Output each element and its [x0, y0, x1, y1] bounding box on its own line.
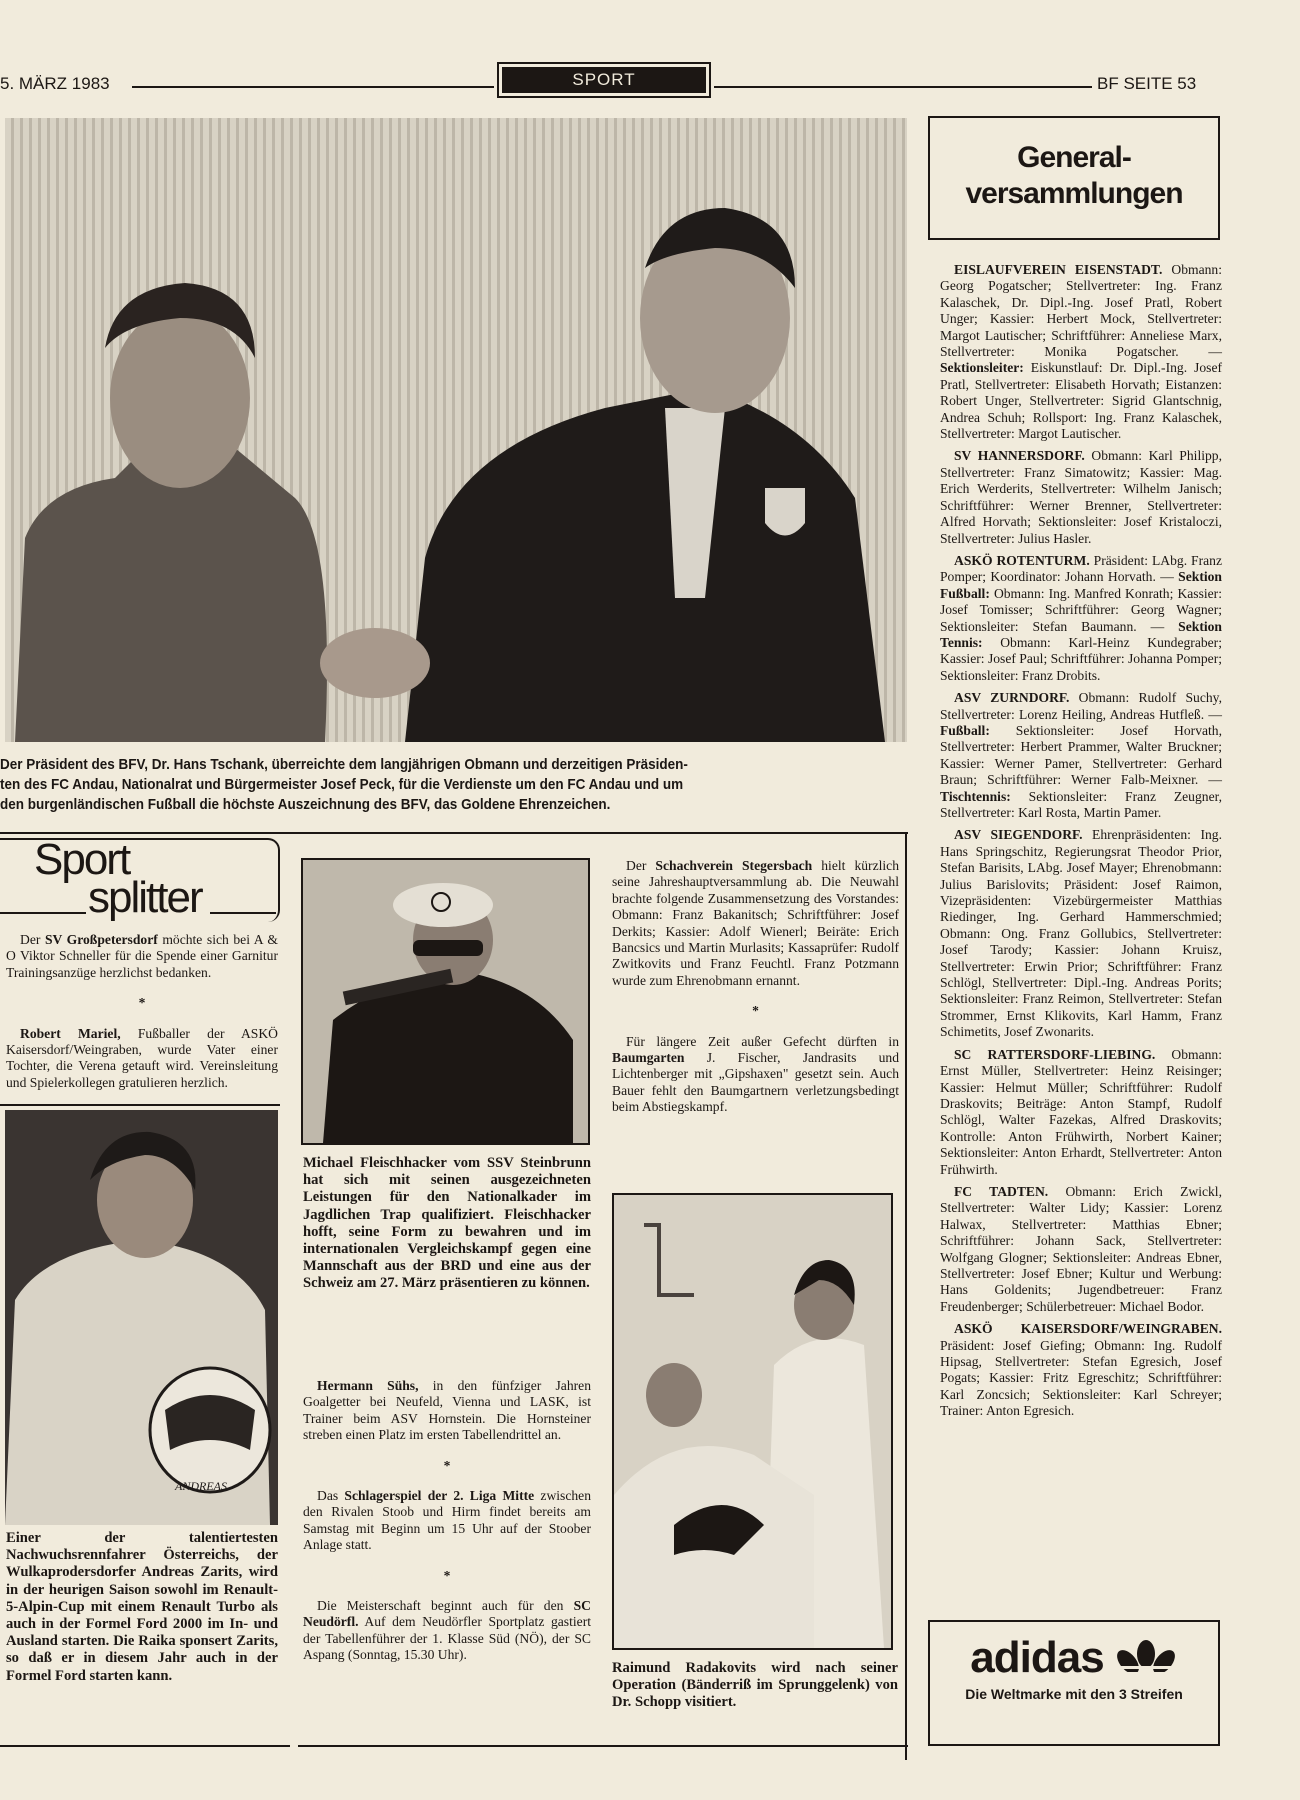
text: *	[443, 1457, 451, 1473]
section-label-box	[497, 62, 711, 98]
photo-hospital-visit	[612, 1193, 893, 1650]
paragraph	[612, 1003, 899, 1019]
column-divider	[905, 832, 907, 1760]
text: *	[752, 1003, 759, 1019]
text: Obmann: Karl-Heinz Kundegraber; Kassier: Josef Paul; Schriftführer: Johanna Pomper; Sektionsleiter: Franz Drobits.	[940, 634, 1223, 683]
adidas-logo-text: adidas	[970, 1633, 1104, 1682]
paragraph	[303, 1568, 591, 1584]
paragraph	[940, 553, 1222, 684]
bold-text: EISLAUFVEREIN EISENSTADT.	[954, 262, 1163, 277]
bold-text: SC Neudörfl.	[303, 1598, 591, 1630]
text: *	[443, 1567, 451, 1583]
splitter-rule	[0, 1104, 280, 1106]
bold-text: ASKÖ KAISERSDORF/WEINGRABEN.	[954, 1321, 1222, 1337]
bold-text: ASV ZURNDORF.	[954, 690, 1070, 706]
text: in den fünfziger Jahren Goalgetter bei Neufeld, Vienna und LASK, ist Trainer beim ASV Hornstein. Die Hornsteiner streben einen Platz im ersten Tabellendrittel an.	[303, 1378, 591, 1443]
fleischhacker-caption: Michael Fleischhacker vom SSV Steinbrunn hat sich mit seinen ausgezeichneten Leistungen für den Nationalkader im Jagdlichen Trap qualifiziert. Fleischhacker hofft, seine Form zu bewahren und im internationalen Vergleichskampf gegen eine Mannschaft aus der BRD und eine aus der Schweiz am 27. März präsentieren zu können.	[303, 1155, 591, 1292]
helmet-lettering: ANDREAS	[175, 1479, 227, 1493]
zarits-caption: Einer der talentiertesten Nachwuchsrennfahrer Österreichs, der Wulkaprodersdorfer Andreas Zarits, wird in der heurigen Saison sowohl im Renault-5-Alpin-Cup mit einem Renault Turbo als auch in der Formel Ford 2000 im In- und Ausland starten. Die Raika sponsert Zarits, so daß er in diesem Jahr auch in der Formel Ford starten kann.	[6, 1530, 278, 1684]
text: Ehrenpräsidenten: Ing. Hans Springschitz, Regierungsrat Theodor Prior, Stefan Barisits, LAbg. Josef Mayer; Ehrenobmann: Julius Barislovits; Präsident: Josef Raimon, Vizepräsidenten: Vizebürgermeister Matthias Riedinger, Ing. Gerhard Hammerschmied; Obmann: Ong. Franz Gollubics, Stellvertreter: Josef Tarody; Kassier: Johann Kruisz, Stellvertreter: Erwin Prior; Schriftführer: Franz Schlögl, Stellvertreter: Dipl.-Ing. Andreas Porits; Sektionsleiter: Franz Reimon, Stellvertreter: Stefan Strommer, Ernst Klikovits, Karl Hamm, Franz Schimetits, Josef Zwonarits.	[940, 827, 1222, 1040]
adidas-tagline: Die Weltmarke mit den 3 Streifen	[965, 1686, 1183, 1702]
radakovits-caption: Raimund Radakovits wird nach seiner Operation (Bänderriß im Sprunggelenk) von Dr. Schopp visitiert.	[612, 1660, 898, 1711]
heading-line: Sport	[34, 835, 130, 884]
header-rule-right	[714, 86, 1092, 88]
bold-text: Sektionsleiter:	[940, 360, 1024, 376]
splitter-text	[6, 932, 278, 1097]
column-bottom-rule	[298, 1745, 908, 1747]
handshake-photo-figures	[5, 118, 907, 742]
bold-text: Hermann Sühs,	[317, 1378, 419, 1393]
text: Präsident: LAbg. Franz Pomper; Koordinator: Johann Horvath. —	[940, 552, 1222, 585]
text: Auf dem Neudörfler Sportplatz gastiert der Tabellenführer der 1. Klasse Süd (NÖ), der SC Aspang (Sonntag, 15.30 Uhr).	[303, 1614, 591, 1663]
issue-date: 5. MÄRZ 1983	[0, 74, 110, 93]
paragraph	[303, 1378, 591, 1444]
text: Fußballer der ASKÖ Kaisersdorf/Weingraben, wurde Vater einer Tochter, die Verena getauft wird. Vereinsleitung und Spielerkollegen gratulieren herzlich.	[6, 1025, 278, 1090]
adidas-advertisement	[928, 1620, 1220, 1746]
paragraph	[940, 1321, 1222, 1419]
bold-text: Sektion Fußball:	[940, 569, 1222, 601]
middle-text	[303, 1378, 591, 1670]
text: Für längere Zeit außer Gefecht dürften in	[626, 1033, 899, 1049]
caption-line: Der Präsident des BFV, Dr. Hans Tschank, überreichte dem langjährigen Obmann und derzeitigen Präsiden-	[0, 756, 688, 773]
heading-rule	[0, 912, 86, 914]
text: J. Fischer, Jandrasits und Lichtenberger mit „Gipshaxen" gesetzt sein. Auch Bauer fehlt den Baumgartnern verletzungsbedingt beim Abstiegskampf.	[612, 1050, 899, 1115]
hospital-figures	[614, 1195, 891, 1648]
text: Obmann: Georg Pogatscher; Stellvertreter: Ing. Franz Kalaschek, Dr. Dipl.-Ing. Josef Pratl, Robert Unger; Kassier: Herbert Mock, Stellvertreter: Margot Lautischer; Schriftführer: Anneliese Marx, Stellvertreter: Monika Pogatscher. —	[940, 262, 1222, 360]
bold-text: Sektion Tennis:	[940, 618, 1222, 650]
text: Der	[20, 932, 45, 947]
main-photo-handshake	[5, 118, 907, 742]
bold-text: ASKÖ ROTENTURM.	[954, 552, 1090, 568]
generalversammlungen-heading	[928, 116, 1220, 240]
bold-text: Fußball:	[940, 722, 990, 738]
adidas-trefoil-icon	[1114, 1640, 1178, 1680]
racing-driver-figure	[5, 1110, 278, 1525]
heading-line: splitter	[88, 873, 202, 922]
text: Obmann: Erich Zwickl, Stellvertreter: Walter Lidy; Kassier: Lorenz Halwax, Stellvertreter: Matthias Ebner; Schriftführer: Johann Sack, Stellvertreter: Wolfgang Glogner; Sektionsleiter: Andreas Ebner, Stellvertreter: Josef Ebner; Kultur und Werbung: Hans Goldenits; Jugendbetreuer: Franz Freudenberger; Schülerbetreuer: Michael Bodor.	[940, 1183, 1222, 1314]
text: zwischen den Rivalen Stoob und Hirm findet bereits am Samstag mit Beginn um 15 Uhr auf der Stoober Anlage statt.	[303, 1488, 591, 1553]
paragraph	[303, 1458, 591, 1474]
photo-trap-shooter	[301, 858, 590, 1145]
paragraph	[612, 858, 899, 989]
caption-line: den burgenländischen Fußball die höchste Auszeichnung des BFV, das Goldene Ehrenzeichen.	[0, 796, 611, 813]
trap-shooter-figure	[303, 860, 588, 1143]
bold-text: ASV SIEGENDORF.	[954, 827, 1083, 843]
main-photo-caption	[0, 755, 688, 815]
bold-text: Tischtennis:	[940, 788, 1011, 804]
paragraph	[940, 1184, 1222, 1315]
bold-text: Baumgarten	[612, 1050, 685, 1066]
text: Die Meisterschaft beginnt auch für den	[317, 1598, 574, 1614]
paragraph	[940, 448, 1222, 546]
text: Das	[317, 1488, 345, 1504]
paragraph	[303, 1598, 591, 1664]
column-bottom-rule	[0, 1745, 290, 1747]
text: Sektionsleiter: Franz Zeugner, Stellvertreter: Karl Rosta, Martin Pamer.	[940, 788, 1222, 820]
bold-text: SC RATTERSDORF-LIEBING.	[954, 1046, 1156, 1062]
bold-text: SV Großpetersdorf	[44, 932, 158, 947]
paragraph	[6, 932, 278, 981]
heading-rule	[210, 912, 276, 914]
text: Eiskunstlauf: Dr. Dipl.-Ing. Josef Pratl, Stellvertreter: Elisabeth Horvath; Eistanzen: Robert Unger, Stellvertreter: Sigrid Glantschnig, Andrea Schuh; Rollsport: Ing. Franz Kalaschek, Stellvertreter: Margot Lautischer.	[940, 360, 1222, 442]
heading-line: General-	[1017, 141, 1131, 174]
generalversammlungen-text	[940, 262, 1222, 1426]
heading-line: versammlungen	[965, 177, 1183, 210]
text: Der	[626, 858, 656, 873]
text: Obmann: Rudolf Suchy, Stellvertreter: Lorenz Heiling, Andreas Hutfleß. —	[940, 690, 1222, 722]
text: Obmann: Ernst Müller, Stellvertreter: Heinz Reisinger; Kassier: Helmut Müller; Schriftführer: Rudolf Draskovits; Beiträge: Anton Stampf, Rudolf Schlögl, Walter Fazekas, Alfred Draskovits; Kontrolle: Anton Frühwirth, Norbert Kainer; Sektionsleiter: Anton Erhardt, Stellvertreter: Anton Frühwirth.	[940, 1046, 1222, 1177]
bold-text: SV HANNERSDORF.	[954, 448, 1085, 464]
paragraph	[6, 995, 278, 1011]
paragraph	[940, 690, 1222, 821]
paragraph	[303, 1488, 591, 1554]
paragraph	[940, 827, 1222, 1040]
text: Sektionsleiter: Josef Horvath, Stellvertreter: Herbert Prammer, Walter Bruckner; Kassier: Werner Pamer, Stellvertreter: Gerhard Braun; Schriftführer: Werner Falb-Meixner. —	[940, 722, 1222, 788]
text: hielt kürzlich seine Jahreshauptversammlung ab. Die Neuwahl brachte folgende Zusammensetzung des Vorstandes: Obmann: Franz Bakanitsch; Schriftführer: Josef Derkits; Kassier: Adolf Wienerl; Beiräte: Erich Bancsics und Martin Murlasits; Kassaprüfer: Rudolf Zwitkovits und Franz Feuchtl. Franz Potzmann wurde zum Ehrenobmann ernannt.	[612, 858, 899, 988]
paragraph	[612, 1034, 899, 1116]
paragraph	[6, 1026, 278, 1092]
text: *	[138, 995, 146, 1011]
sport-splitter-heading-box	[0, 835, 280, 922]
third-column-text	[612, 858, 899, 1122]
paragraph	[940, 1047, 1222, 1178]
bold-text: Schlagerspiel der 2. Liga Mitte	[344, 1488, 535, 1504]
header-rule-left	[132, 86, 494, 88]
text: Präsident: Josef Giefing; Obmann: Ing. Rudolf Hipsag, Stellvertreter: Stefan Egresich, Josef Pogats; Kassier: Fritz Egreschitz; Schriftführer: Karl Zoncsich; Sektionsleiter: Karl Schreyer; Trainer: Anton Egresich.	[940, 1337, 1222, 1419]
bold-text: Robert Mariel,	[20, 1025, 121, 1041]
text: Obmann: Karl Philipp, Stellvertreter: Franz Simatowitz; Kassier: Mag. Erich Werderits, Stellvertreter: Wilhelm Janisch; Schriftführer: Werner Brenner, Stellvertreter: Alfred Horvath; Sektionsleiter: Josef Kristaloczi, Stellvertreter: Julius Hasler.	[940, 448, 1222, 546]
text: Obmann: Ing. Manfred Konrath; Kassier: Josef Tomisser; Schriftführer: Georg Wagner; Sektionsleiter: Stefan Baumann. —	[940, 585, 1222, 634]
page-number: BF SEITE 53	[1097, 74, 1197, 93]
bold-text: FC TADTEN.	[954, 1183, 1049, 1199]
caption-rule	[0, 832, 908, 834]
section-label: SPORT	[502, 67, 706, 93]
bold-text: Schachverein Stegersbach	[655, 858, 813, 873]
paragraph	[940, 262, 1222, 442]
text: möchte sich bei A & O Viktor Schneller für die Spende einer Garnitur Trainingsanzüge herzlichst bedanken.	[6, 932, 278, 980]
caption-line: ten des FC Andau, Nationalrat und Bürgermeister Josef Peck, für die Verdienste um den FC Andau und um	[0, 776, 684, 793]
photo-racing-driver	[5, 1110, 278, 1525]
